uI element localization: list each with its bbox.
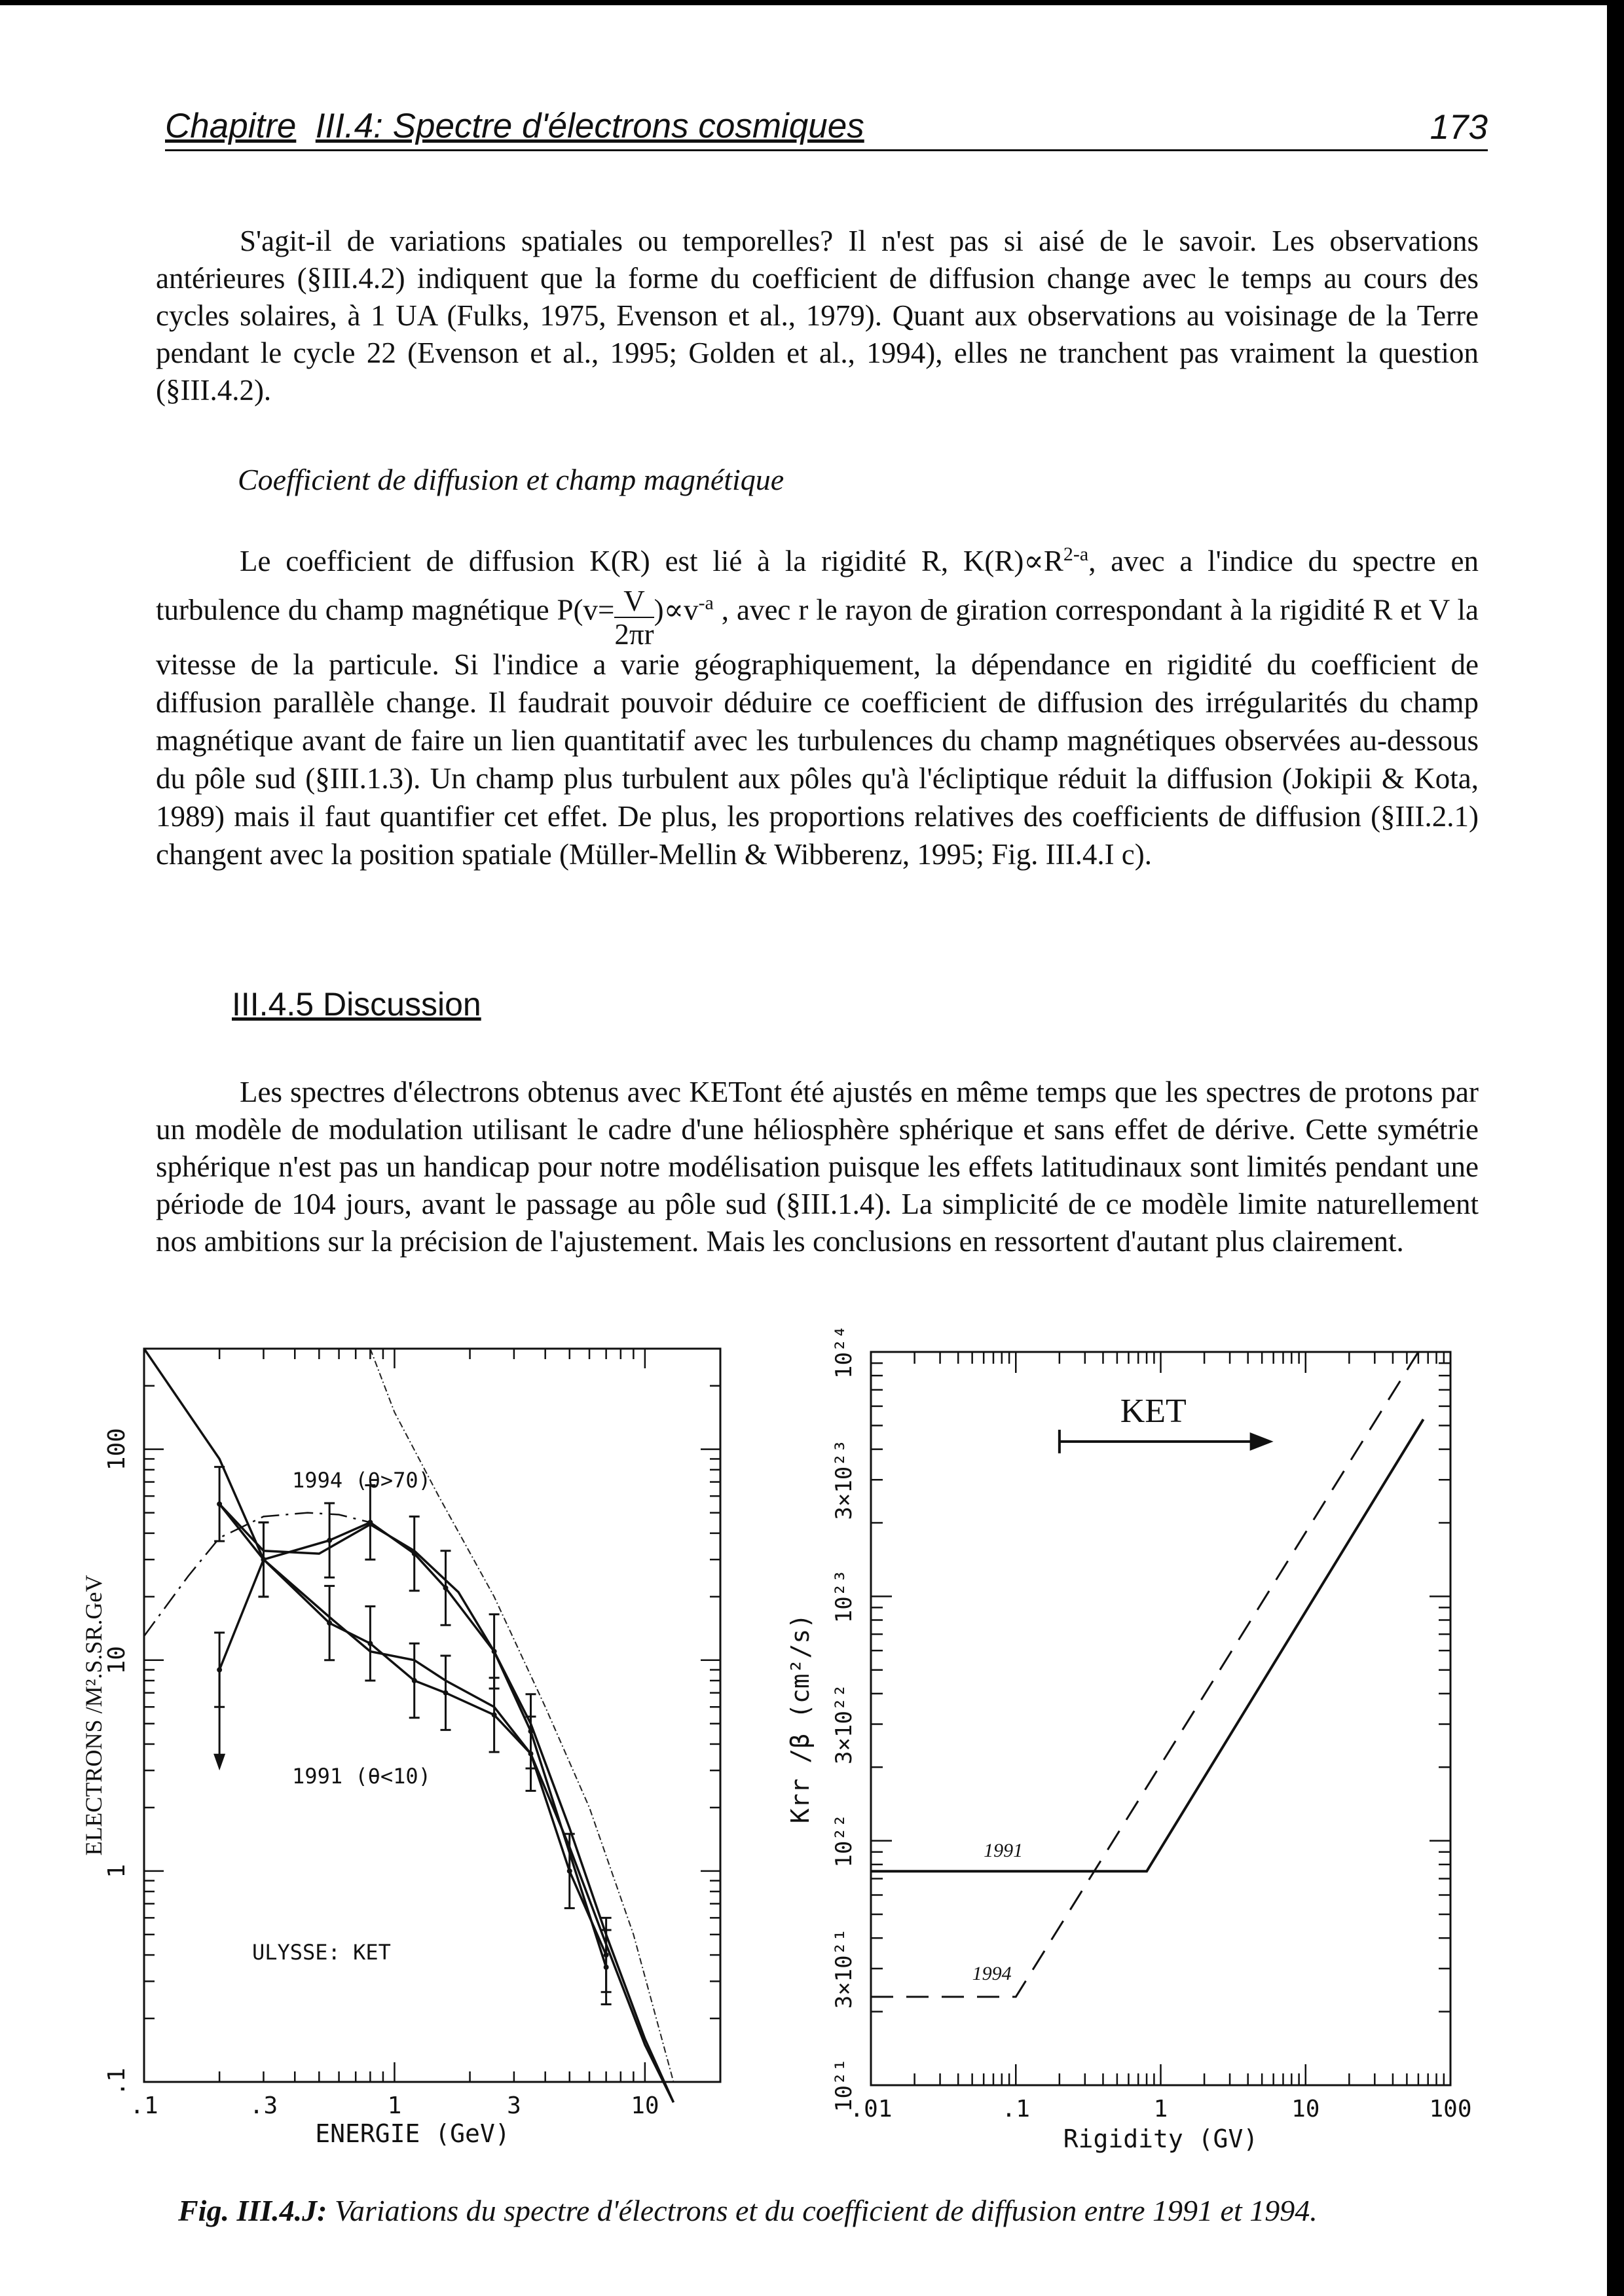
paragraph-2-part1: Le coefficient de diffusion K(R) est lié à la rigidité R, K(R)∝R [240,545,1063,577]
header-title [165,106,864,146]
paragraph-2-part3: )∝v [654,593,699,627]
paragraph-3-text: Les spectres d'électrons obtenus avec KETont été ajustés en même temps que les spectres de protons par un modèle de modulation utilisant le cadre d'une héliosphère sphérique et sans effet de dérive. Cette symétrie sphérique n'est pas un handicap pour notre modélisation puisque les effets latitudinaux sont limités pendant une période de 104 jours, avant le passage au pôle sud (§III.1.4). La simplicité de ce modèle limite naturellement nos ambitions sur la précision de l'ajustement. Mais les conclusions en ressortent d'autant plus clairement. [156,1076,1479,1258]
series-line-1991 [871,1419,1424,1871]
scan-edge-right [1607,0,1624,2296]
fraction-numerator: V [614,585,654,618]
figure-caption [178,2193,1318,2228]
x-axis-label: Rigidity (GV) [1063,2124,1259,2153]
x-tick-label: .1 [1001,2096,1030,2123]
exponent-1: 2-a [1063,543,1089,565]
x-tick-label: 10 [1291,2096,1320,2123]
figure-caption-text: Variations du spectre d'électrons et du coefficient de diffusion entre 1991 et 1994. [327,2194,1318,2227]
y-axis-label: ELECTRONS /M².S.SR.GeV [81,1575,107,1856]
series-line-0 [219,1522,606,1967]
data-point [412,1678,417,1683]
exponent-2: -a [698,592,714,614]
fraction-denominator: 2πr [614,618,654,651]
y-tick-label: 10 [103,1646,130,1675]
x-axis-label: ENERGIE (GeV) [315,2119,510,2148]
y-tick-label: 10²² [831,1813,857,1868]
x-tick-label: .01 [849,2096,893,2123]
electron-spectrum-chart [81,1329,740,2154]
upper-limit-arrowhead [213,1754,225,1771]
annotation-ulysse: ULYSSE: KET [251,1940,391,1965]
data-point [604,1952,609,1958]
scan-edge-top [0,0,1624,5]
figure-label: Fig. III.4.J: [178,2194,327,2227]
data-point [327,1538,332,1543]
x-tick-label: 1 [387,2092,402,2119]
fraction [614,585,654,651]
data-point [492,1712,497,1717]
paragraph-2 [156,542,1479,873]
data-point [443,1585,449,1590]
section-heading: III.4.5 Discussion [232,986,481,1023]
series-line-5 [370,1349,673,2082]
series-line-1994 [871,1352,1418,1997]
y-tick-label: .1 [103,2068,130,2096]
ket-label: KET [1120,1392,1187,1430]
x-tick-label: .1 [130,2092,158,2119]
x-tick-label: .3 [249,2092,278,2119]
page-number: 173 [1430,108,1488,147]
paragraph-1-text: S'agit-il de variations spatiales ou temporelles? Il n'est pas si aisé de le savoir. Les observations antérieures (§III.4.2) indiquent que la forme du coefficient de diffusion change avec le temps au cours des cycles solaires, à 1 UA (Fulks, 1975, Evenson et al., 1979). Quant aux observations au voisinage de la Terre pendant le cycle 22 (Evenson et al., 1995; Golden et al., 1994), elles ne tranchent pas vraiment la question (§III.4.2). [156,225,1479,407]
y-tick-label: 10²¹ [831,2058,857,2112]
paragraph-3 [156,1074,1479,1260]
y-tick-label: 3×10²³ [831,1439,857,1520]
paragraph-1 [156,223,1479,409]
subsection-title: Coefficient de diffusion et champ magnétique [238,463,784,496]
label-1991: 1991 [984,1840,1024,1862]
running-header [165,103,1488,151]
series-line-2 [144,1349,674,2102]
label-1994: 1994 [972,1962,1012,1984]
x-tick-label: 1 [1153,2096,1168,2123]
x-tick-label: 10 [631,2092,659,2119]
y-tick-label: 100 [103,1428,130,1471]
paragraph-2-part2: , avec a l'indice du spectre en turbulence du champ magnétique P(v= [156,545,1479,627]
ket-range-arrowhead [1250,1432,1274,1451]
y-axis-label: Krr /β (cm²/s) [786,1613,815,1824]
paragraph-2-part4: , avec r le rayon de giration correspondant à la rigidité R et V la vitesse de la particule. Si l'indice a varie géographiquement, la dépendance en rigidité du coefficient de diffusion parallèle change. Il faudrait pouvoir déduire ce coefficient de diffusion des irrégularités du champ magnétique avant de faire un lien quantitatif avec les turbulences du champ magnétiques observées au-dessous du pôle sud (§III.1.3). Un champ plus turbulent aux pôles qu'à l'écliptique réduit la diffusion (Jokipii & Kota, 1989) mais il faut quantifier cet effet. De plus, les proportions relatives des coefficients de diffusion (§III.2.1) changent avec la position spatiale (Müller-Mellin & Wibberenz, 1995; Fig. III.4.I c). [156,593,1479,871]
y-tick-label: 3×10²² [831,1684,857,1764]
x-tick-label: 100 [1429,2096,1472,2123]
annotation-1991: 1991 (θ<10) [292,1764,431,1789]
plot-frame [144,1349,720,2082]
annotation-1994: 1994 (θ>70) [292,1467,431,1493]
y-tick-label: 10²⁴ [831,1325,857,1379]
y-tick-label: 10²³ [831,1569,857,1624]
y-tick-label: 3×10²¹ [831,1928,857,2009]
diffusion-coefficient-chart [753,1322,1486,2160]
data-point [567,1868,572,1874]
plot-frame [871,1352,1450,2085]
x-tick-label: 3 [507,2092,521,2119]
y-tick-label: 1 [103,1864,130,1878]
data-point [327,1620,332,1626]
header-chapter-title: III.4: Spectre d'électrons cosmiques [315,107,864,145]
data-point [367,1641,373,1646]
data-point [443,1690,449,1696]
header-chapter: Chapitre [165,107,297,145]
